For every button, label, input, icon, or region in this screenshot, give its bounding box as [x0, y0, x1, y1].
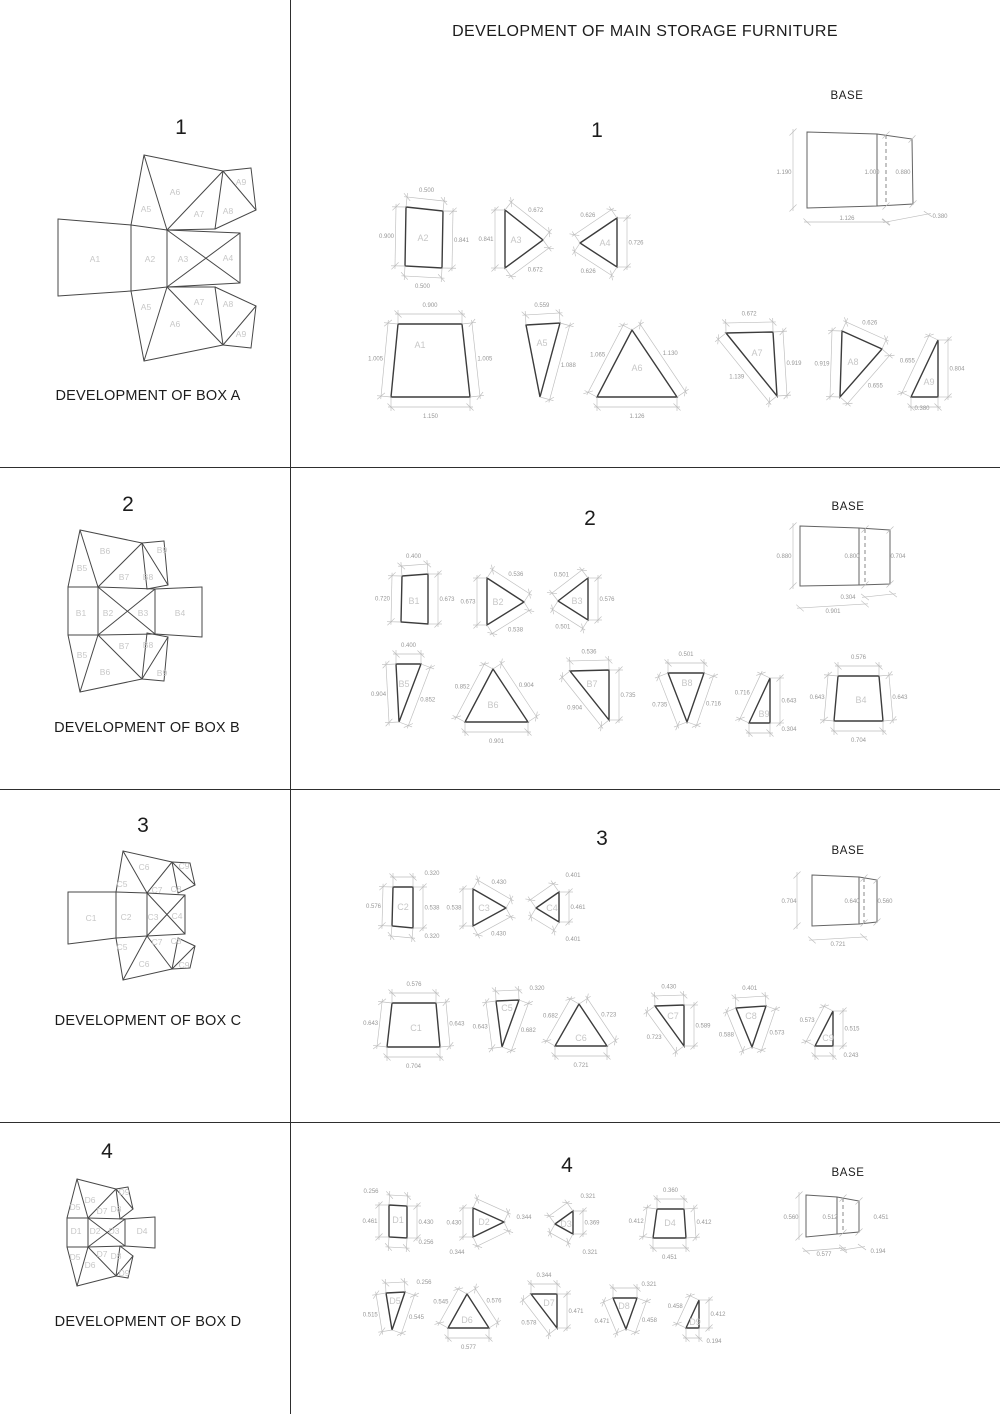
svg-text:0.321: 0.321	[582, 1250, 598, 1256]
svg-text:0.304: 0.304	[840, 595, 856, 601]
net-face-label: D8	[110, 1251, 122, 1261]
net-face-label: B6	[99, 546, 111, 556]
net-drawing-2	[68, 530, 202, 692]
svg-text:0.573: 0.573	[769, 1030, 785, 1037]
svg-text:1.000: 1.000	[864, 170, 880, 176]
svg-text:1.190: 1.190	[776, 170, 792, 176]
net-face-label: A2	[144, 254, 156, 264]
svg-text:0.673: 0.673	[460, 599, 476, 606]
svg-text:0.723: 0.723	[601, 1012, 617, 1019]
piece-label: D5	[389, 1296, 401, 1306]
svg-text:0.369: 0.369	[584, 1220, 600, 1227]
svg-text:0.643: 0.643	[781, 698, 797, 705]
caption-box-c: DEVELOPMENT OF BOX C	[54, 1013, 242, 1029]
piece-label: A6	[631, 363, 643, 373]
piece-D8	[594, 1282, 657, 1337]
svg-text:0.430: 0.430	[491, 931, 507, 938]
section-1-number-right: 1	[591, 119, 603, 142]
section-divider-1	[0, 467, 1000, 468]
svg-text:0.672: 0.672	[528, 208, 544, 215]
svg-text:0.589: 0.589	[695, 1023, 711, 1030]
net-face-label: A9	[235, 329, 247, 339]
svg-text:0.501: 0.501	[555, 624, 571, 631]
piece-label: D6	[461, 1315, 473, 1325]
svg-text:0.430: 0.430	[446, 1220, 462, 1227]
piece-B6	[451, 659, 539, 745]
net-face-label: D9	[118, 1187, 130, 1197]
svg-text:0.461: 0.461	[570, 905, 586, 911]
section-2-number-left: 2	[122, 493, 134, 516]
piece-label: A5	[536, 338, 548, 348]
net-face-label: C5	[116, 879, 128, 889]
svg-text:0.451: 0.451	[873, 1215, 889, 1221]
net-face-label: B3	[137, 608, 149, 618]
caption-box-a: DEVELOPMENT OF BOX A	[55, 388, 241, 404]
section-2-number-right: 2	[584, 507, 596, 530]
net-face-label: A6	[169, 319, 181, 329]
caption-box-b: DEVELOPMENT OF BOX B	[54, 720, 240, 736]
svg-text:0.804: 0.804	[949, 366, 965, 373]
net-face-label: D5	[69, 1252, 81, 1262]
piece-D2	[446, 1194, 532, 1256]
net-face-label: A9	[235, 177, 247, 187]
net-face-label: C7	[151, 885, 163, 895]
section-drawing-3	[68, 851, 893, 1070]
svg-text:0.400: 0.400	[400, 643, 417, 649]
piece-label: B8	[681, 678, 693, 688]
piece-label: B4	[855, 695, 867, 705]
piece-D9	[668, 1293, 726, 1345]
piece-D4	[629, 1188, 712, 1261]
piece-label: A1	[414, 340, 426, 350]
section-4-number-right: 4	[561, 1154, 573, 1177]
svg-text:0.720: 0.720	[374, 596, 391, 603]
net-face-label: C6	[138, 959, 150, 969]
svg-text:0.643: 0.643	[363, 1020, 379, 1027]
net-face-label: B5	[76, 650, 88, 660]
svg-text:0.904: 0.904	[567, 705, 583, 712]
piece-C5	[473, 986, 546, 1053]
piece-label: C8	[745, 1011, 757, 1021]
svg-text:0.412: 0.412	[696, 1220, 712, 1227]
base-label-1: BASE	[830, 90, 864, 102]
section-3-number-left: 3	[137, 814, 149, 837]
svg-text:0.538: 0.538	[446, 905, 462, 912]
svg-text:0.458: 0.458	[641, 1317, 657, 1324]
svg-text:0.800: 0.800	[844, 554, 860, 560]
net-face-label: A8	[222, 299, 234, 309]
svg-text:0.576: 0.576	[365, 904, 382, 911]
svg-text:0.471: 0.471	[568, 1309, 584, 1315]
svg-text:0.576: 0.576	[599, 597, 615, 603]
net-face-label: C7	[151, 937, 163, 947]
net-face-label: D8	[110, 1204, 122, 1214]
svg-text:0.578: 0.578	[521, 1320, 537, 1327]
net-face-label: D7	[96, 1206, 108, 1216]
svg-text:1.088: 1.088	[560, 362, 576, 369]
net-face-label: C5	[116, 942, 128, 952]
svg-text:0.194: 0.194	[706, 1339, 722, 1345]
svg-text:0.344: 0.344	[536, 1273, 552, 1279]
svg-text:0.901: 0.901	[488, 739, 505, 745]
piece-D5	[363, 1278, 432, 1336]
svg-text:0.536: 0.536	[581, 649, 597, 656]
net-face-label: D7	[96, 1249, 108, 1259]
piece-D3	[544, 1194, 600, 1256]
piece-label: A4	[599, 238, 611, 248]
svg-text:0.194: 0.194	[870, 1249, 886, 1255]
piece-B1	[375, 554, 455, 627]
svg-text:0.577: 0.577	[816, 1252, 832, 1258]
svg-text:1.139: 1.139	[729, 374, 745, 381]
svg-text:0.588: 0.588	[718, 1032, 734, 1039]
svg-text:0.412: 0.412	[628, 1218, 644, 1225]
piece-label: D4	[664, 1218, 676, 1228]
piece-label: B5	[398, 679, 410, 689]
net-face-label: D9	[118, 1268, 130, 1278]
piece-label: C1	[410, 1023, 422, 1033]
net-face-label: A8	[222, 206, 234, 216]
net-face-label: C8	[170, 884, 182, 894]
base-drawing-3	[781, 871, 893, 948]
net-drawing-3	[68, 851, 195, 980]
svg-text:0.451: 0.451	[661, 1255, 678, 1261]
svg-text:0.735: 0.735	[652, 702, 668, 709]
piece-B7	[559, 650, 636, 732]
svg-text:0.461: 0.461	[362, 1219, 378, 1225]
svg-text:0.672: 0.672	[741, 311, 757, 318]
svg-text:0.380: 0.380	[914, 406, 930, 412]
net-drawing-4	[67, 1179, 155, 1286]
piece-label: B2	[492, 597, 504, 607]
net-face-label: C2	[120, 912, 132, 922]
svg-text:0.560: 0.560	[783, 1215, 799, 1221]
piece-label: B6	[487, 700, 499, 710]
piece-label: A8	[847, 357, 859, 367]
net-drawing-1	[58, 155, 256, 361]
svg-text:1.005: 1.005	[368, 356, 384, 363]
svg-text:0.344: 0.344	[449, 1250, 465, 1256]
svg-text:0.723: 0.723	[646, 1035, 662, 1042]
piece-C3	[446, 876, 515, 939]
piece-label: C9	[822, 1033, 834, 1043]
base-label-3: BASE	[831, 845, 865, 857]
net-face-label: D4	[136, 1226, 148, 1236]
net-face-label: A4	[222, 253, 234, 263]
net-face-label: D6	[84, 1260, 96, 1270]
svg-text:0.401: 0.401	[742, 986, 758, 993]
svg-text:0.458: 0.458	[667, 1303, 683, 1310]
piece-label: B7	[586, 679, 598, 689]
piece-B2	[460, 565, 534, 637]
piece-D7	[520, 1273, 584, 1339]
svg-text:0.841: 0.841	[478, 237, 494, 243]
svg-text:0.704: 0.704	[405, 1064, 422, 1070]
net-face-label: C1	[85, 913, 97, 923]
svg-text:0.704: 0.704	[890, 554, 906, 560]
piece-A9	[897, 333, 965, 412]
piece-A6	[583, 320, 688, 420]
svg-text:0.655: 0.655	[867, 383, 883, 390]
net-face-label: A7	[193, 209, 205, 219]
piece-label: B3	[571, 596, 583, 606]
svg-text:0.716: 0.716	[705, 701, 721, 708]
piece-B8	[652, 652, 721, 730]
svg-text:0.401: 0.401	[565, 873, 581, 879]
piece-A3	[478, 197, 553, 279]
net-face-label: B5	[76, 563, 88, 573]
net-face-label: A6	[169, 187, 181, 197]
svg-text:0.726: 0.726	[628, 240, 644, 247]
svg-text:1.126: 1.126	[629, 414, 645, 420]
section-1-number-left: 1	[175, 116, 187, 139]
section-divider-3	[0, 1122, 1000, 1123]
svg-text:0.643: 0.643	[809, 694, 825, 701]
section-divider-2	[0, 789, 1000, 790]
piece-B3	[547, 567, 615, 633]
svg-text:0.704: 0.704	[781, 899, 797, 905]
svg-text:0.626: 0.626	[580, 212, 596, 219]
piece-B4	[810, 655, 909, 744]
svg-text:0.559: 0.559	[534, 303, 550, 310]
net-face-label: B8	[142, 640, 154, 650]
piece-A1	[368, 303, 493, 420]
net-face-label: C9	[178, 861, 190, 871]
piece-C1	[363, 982, 465, 1070]
piece-C4	[525, 873, 586, 943]
svg-text:0.880: 0.880	[776, 554, 792, 560]
piece-A5	[522, 303, 577, 402]
svg-text:0.320: 0.320	[424, 934, 440, 940]
svg-text:0.320: 0.320	[424, 871, 440, 877]
svg-text:0.401: 0.401	[565, 937, 581, 943]
svg-text:0.576: 0.576	[406, 982, 422, 988]
svg-text:0.545: 0.545	[408, 1315, 424, 1322]
piece-D6	[433, 1284, 502, 1351]
svg-text:0.643: 0.643	[472, 1024, 488, 1031]
svg-text:0.655: 0.655	[899, 358, 915, 365]
svg-text:0.904: 0.904	[518, 683, 534, 690]
svg-text:0.900: 0.900	[378, 234, 395, 241]
svg-text:0.471: 0.471	[594, 1318, 610, 1325]
svg-text:0.500: 0.500	[419, 188, 435, 195]
svg-text:0.430: 0.430	[661, 984, 677, 991]
base-drawing-2	[776, 522, 906, 615]
piece-A8	[815, 317, 895, 406]
svg-text:1.005: 1.005	[477, 356, 493, 363]
base-drawing-4	[783, 1191, 889, 1258]
svg-text:0.512: 0.512	[822, 1215, 838, 1221]
svg-text:0.716: 0.716	[734, 690, 750, 697]
svg-text:0.577: 0.577	[460, 1345, 477, 1351]
svg-text:0.841: 0.841	[453, 237, 470, 244]
section-drawing-2	[68, 522, 908, 745]
piece-label: C4	[546, 903, 558, 913]
svg-text:0.545: 0.545	[433, 1299, 449, 1306]
piece-C9	[800, 1004, 861, 1060]
net-face-label: D1	[70, 1226, 82, 1236]
piece-label: D8	[618, 1301, 630, 1311]
net-face-label: A5	[140, 204, 152, 214]
net-face-label: B6	[99, 667, 111, 677]
svg-text:0.256: 0.256	[418, 1240, 434, 1246]
svg-text:0.515: 0.515	[362, 1312, 378, 1319]
svg-text:0.900: 0.900	[422, 303, 438, 309]
net-face-label: A5	[140, 302, 152, 312]
piece-label: D7	[543, 1298, 555, 1308]
piece-label: B9	[758, 709, 770, 719]
svg-text:0.682: 0.682	[542, 1013, 559, 1020]
net-face-label: C3	[147, 912, 159, 922]
svg-text:0.515: 0.515	[844, 1026, 860, 1033]
net-face-label: C6	[138, 862, 150, 872]
piece-C6	[541, 994, 618, 1069]
svg-text:0.626: 0.626	[580, 268, 596, 275]
piece-label: A7	[751, 348, 763, 358]
svg-text:0.721: 0.721	[830, 942, 846, 948]
base-label-4: BASE	[831, 1167, 865, 1179]
svg-text:0.380: 0.380	[932, 214, 948, 220]
piece-label: B1	[408, 596, 420, 606]
piece-B5	[371, 643, 436, 728]
net-face-label: B7	[118, 641, 130, 651]
svg-text:0.501: 0.501	[678, 652, 694, 658]
svg-text:0.672: 0.672	[527, 267, 543, 274]
svg-text:1.150: 1.150	[422, 414, 439, 420]
piece-label: C3	[478, 903, 490, 913]
piece-label: D1	[392, 1215, 404, 1225]
svg-text:0.501: 0.501	[553, 572, 569, 579]
caption-box-d: DEVELOPMENT OF BOX D	[54, 1314, 242, 1330]
net-face-label: C4	[171, 911, 183, 921]
svg-text:0.430: 0.430	[491, 880, 507, 887]
svg-text:0.576: 0.576	[850, 655, 867, 661]
net-face-label: D3	[108, 1226, 120, 1236]
svg-text:0.430: 0.430	[418, 1220, 434, 1226]
svg-text:0.919: 0.919	[786, 360, 802, 367]
net-face-label: D6	[84, 1195, 96, 1205]
svg-text:0.412: 0.412	[710, 1312, 726, 1318]
net-face-label: C9	[178, 960, 190, 970]
net-face-label: B1	[75, 608, 87, 618]
svg-text:0.735: 0.735	[620, 693, 636, 699]
net-face-label: A3	[177, 254, 189, 264]
net-face-label: B7	[118, 572, 130, 582]
svg-text:0.344: 0.344	[516, 1215, 532, 1221]
svg-text:0.640: 0.640	[844, 899, 860, 905]
svg-text:1.065: 1.065	[590, 352, 606, 359]
svg-text:0.626: 0.626	[862, 320, 878, 327]
base-label-2: BASE	[831, 501, 865, 513]
piece-label: C7	[667, 1011, 679, 1021]
net-face-label: B2	[102, 608, 114, 618]
svg-text:0.256: 0.256	[416, 1280, 432, 1286]
piece-label: A2	[417, 233, 429, 243]
svg-text:0.400: 0.400	[406, 554, 422, 561]
svg-text:0.704: 0.704	[850, 738, 867, 744]
piece-label: D9	[689, 1317, 701, 1327]
page-title: DEVELOPMENT OF MAIN STORAGE FURNITURE	[452, 23, 838, 40]
svg-text:0.880: 0.880	[895, 170, 911, 176]
net-face-label: D2	[89, 1226, 101, 1236]
svg-text:0.360: 0.360	[662, 1188, 679, 1194]
section-3-number-right: 3	[596, 827, 608, 850]
piece-B9	[735, 671, 797, 737]
piece-D1	[362, 1189, 434, 1252]
svg-text:0.904: 0.904	[371, 691, 387, 698]
svg-text:0.576: 0.576	[486, 1298, 502, 1305]
column-divider	[290, 0, 291, 1414]
section-4-number-left: 4	[101, 1140, 113, 1163]
svg-text:0.321: 0.321	[641, 1282, 657, 1288]
piece-A2	[379, 188, 470, 290]
svg-text:1.130: 1.130	[662, 350, 678, 357]
net-face-label: A7	[193, 297, 205, 307]
svg-text:0.852: 0.852	[454, 684, 470, 691]
svg-text:0.320: 0.320	[529, 986, 545, 992]
piece-C8	[719, 986, 785, 1055]
piece-label: A3	[510, 235, 522, 245]
base-drawing-1	[776, 128, 948, 225]
net-face-label: A1	[89, 254, 101, 264]
svg-text:0.538: 0.538	[424, 905, 440, 912]
piece-label: C5	[501, 1003, 513, 1013]
piece-C2	[366, 871, 440, 942]
net-face-label: B8	[142, 572, 154, 582]
section-drawing-1	[58, 128, 965, 420]
svg-text:1.126: 1.126	[839, 216, 855, 222]
svg-text:0.256: 0.256	[363, 1189, 379, 1195]
net-face-label: B4	[174, 608, 186, 618]
svg-text:0.243: 0.243	[843, 1053, 859, 1059]
piece-label: C6	[575, 1033, 587, 1043]
piece-label: D3	[560, 1219, 572, 1229]
net-face-label: B9	[156, 668, 168, 678]
svg-text:0.573: 0.573	[799, 1017, 815, 1024]
net-face-label: D5	[69, 1202, 81, 1212]
svg-text:0.682: 0.682	[520, 1027, 536, 1034]
svg-text:0.852: 0.852	[420, 697, 436, 704]
svg-text:0.721: 0.721	[573, 1063, 589, 1069]
piece-label: D2	[478, 1217, 490, 1227]
svg-text:0.643: 0.643	[449, 1021, 465, 1028]
svg-text:0.538: 0.538	[508, 627, 524, 634]
svg-text:0.673: 0.673	[439, 597, 455, 603]
piece-A7	[715, 312, 802, 408]
svg-text:0.919: 0.919	[814, 361, 830, 368]
svg-text:0.901: 0.901	[825, 609, 841, 615]
svg-text:0.643: 0.643	[892, 694, 908, 701]
svg-text:0.321: 0.321	[580, 1194, 596, 1200]
piece-A4	[569, 206, 644, 280]
svg-text:0.560: 0.560	[877, 899, 893, 905]
svg-text:0.304: 0.304	[781, 727, 797, 733]
piece-label: A9	[923, 377, 935, 387]
net-face-label: C8	[170, 936, 182, 946]
net-face-label: B9	[156, 545, 168, 555]
piece-label: C2	[397, 902, 409, 912]
piece-C7	[644, 985, 712, 1057]
svg-text:0.500: 0.500	[414, 283, 430, 290]
svg-text:0.536: 0.536	[508, 572, 524, 579]
